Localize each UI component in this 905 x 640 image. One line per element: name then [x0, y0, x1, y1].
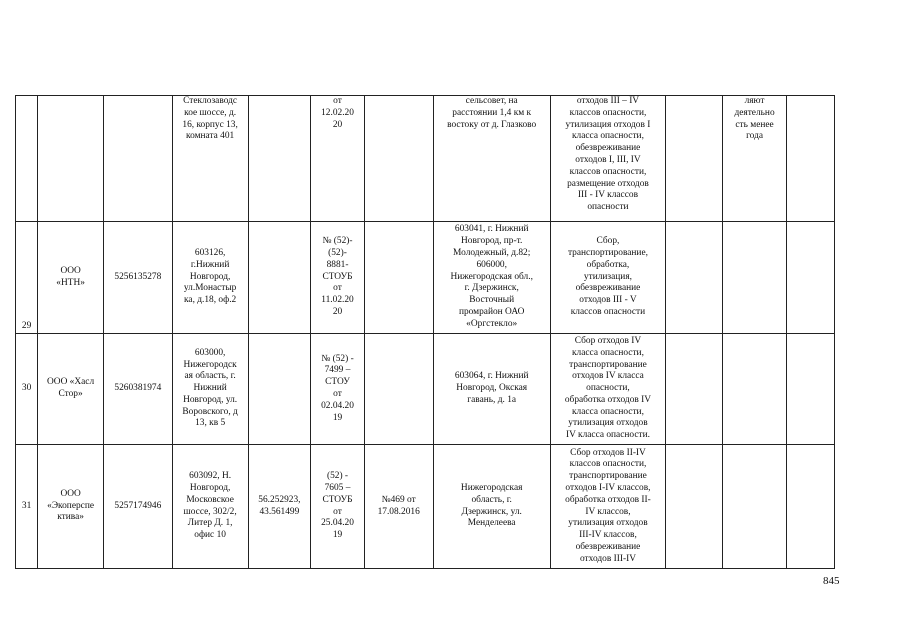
- company-name: [38, 96, 104, 222]
- legal-address: 603092, Н. Новгород, Московское шоссе, 302/2, Литер Д. 1, офис 10: [172, 445, 248, 569]
- activity: Сбор отходов II-IV классов опасности, транспортирование отходов I-IV классов, обработка отходов II- IV классов, утилизация отходов III-IV классов, обезвреживание отходов III-IV: [550, 445, 665, 569]
- inn: [103, 96, 172, 222]
- license: № (52)- (52)- 8881- СТОУБ от 11.02.20 20: [311, 222, 365, 334]
- site-address: 603041, г. Нижний Новгород, пр-т. Молодежный, д.82; 606000, Нижегородская обл., г. Дзержинск, Восточный промрайон ОАО «Оргстекло»: [433, 222, 550, 334]
- row-number: 29: [16, 222, 38, 334]
- site-address: сельсовет, на расстоянии 1,4 км к востоку от д. Глазково: [433, 96, 550, 222]
- inn: 5257174946: [103, 445, 172, 569]
- order: №469 от 17.08.2016: [364, 445, 433, 569]
- blank-cell: [787, 222, 835, 334]
- inn: 5260381974: [103, 334, 172, 445]
- blank-cell: [666, 96, 723, 222]
- coordinates: [248, 222, 311, 334]
- blank-cell: [666, 445, 723, 569]
- coordinates: 56.252923, 43.561499: [248, 445, 311, 569]
- blank-cell: [666, 334, 723, 445]
- row-number: [16, 96, 38, 222]
- row-number: 30: [16, 334, 38, 445]
- blank-cell: [787, 96, 835, 222]
- activity: отходов III – IV классов опасности, утилизация отходов I класса опасности, обезвреживание отходов I, III, IV классов опасности, размещение отходов III - IV классов опасности: [550, 96, 665, 222]
- legal-address: 603000, Нижегородск ая область, г. Нижний Новгород, ул. Воровского, д 13, кв 5: [172, 334, 248, 445]
- order: [364, 334, 433, 445]
- blank-cell: [666, 222, 723, 334]
- term: [722, 334, 787, 445]
- term: [722, 222, 787, 334]
- table-row: [16, 445, 835, 569]
- site-address: 603064, г. Нижний Новгород, Окская гавань, д. 1а: [433, 334, 550, 445]
- coordinates: [248, 96, 311, 222]
- order: [364, 96, 433, 222]
- license: (52) - 7605 – СТОУБ от 25.04.20 19: [311, 445, 365, 569]
- row-number: 31: [16, 445, 38, 569]
- activity: Сбор отходов IV класса опасности, транспортирование отходов IV класса опасности, обработка отходов IV класса опасности, утилизация отходов IV класса опасности.: [550, 334, 665, 445]
- order: [364, 222, 433, 334]
- table-row: [16, 96, 835, 222]
- site-address: Нижегородская область, г. Дзержинск, ул. Менделеева: [433, 445, 550, 569]
- activity: Сбор, транспортирование, обработка, утилизация, обезвреживание отходов III - V классов опасности: [550, 222, 665, 334]
- license: от 12.02.20 20: [311, 96, 365, 222]
- company-name: ООО «Хасл Стор»: [38, 334, 104, 445]
- table-row: [16, 334, 835, 445]
- coordinates: [248, 334, 311, 445]
- company-name: ООО «Экоперспе ктива»: [38, 445, 104, 569]
- inn: 5256135278: [103, 222, 172, 334]
- term: [722, 445, 787, 569]
- blank-cell: [787, 445, 835, 569]
- blank-cell: [787, 334, 835, 445]
- company-name: ООО «НТН»: [38, 222, 104, 334]
- term: ляют деятельно сть менее года: [722, 96, 787, 222]
- legal-address: Стеклозаводс кое шоссе, д. 16, корпус 13, комната 401: [172, 96, 248, 222]
- registry-table: [15, 95, 835, 569]
- legal-address: 603126, г.Нижний Новгород, ул.Монастыр ка, д.18, оф.2: [172, 222, 248, 334]
- table-row: [16, 222, 835, 334]
- license: № (52) - 7499 – СТОУ от 02.04.20 19: [311, 334, 365, 445]
- page-number: 845: [823, 575, 840, 587]
